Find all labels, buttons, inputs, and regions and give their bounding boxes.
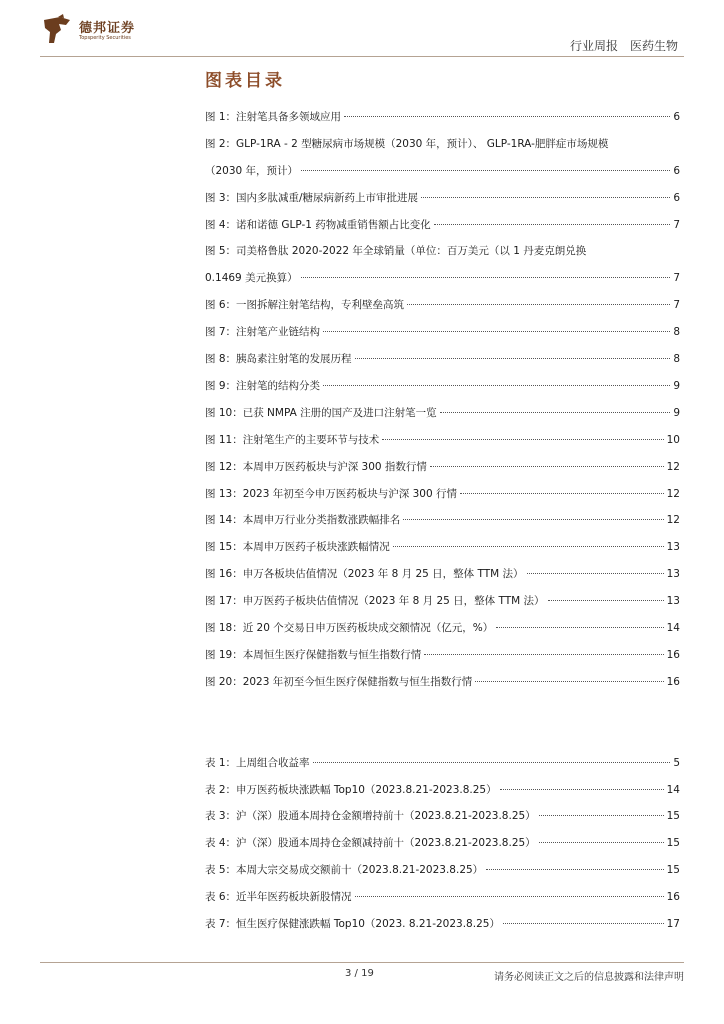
dot-leader (440, 412, 671, 413)
entry-page-number: 10 (666, 433, 680, 446)
entry-label: 表 5：本周大宗交易成交额前十（2023.8.21-2023.8.25） (205, 864, 484, 877)
entry-label: 图 12：本周申万医药板块与沪深 300 指数行情 (205, 460, 427, 473)
entry-label: 图 9：注射笔的结构分类 (205, 379, 321, 392)
figure-toc-entry[interactable] (205, 669, 680, 696)
dot-leader (301, 170, 670, 171)
entry-page-number: 6 (673, 164, 680, 177)
dot-leader (496, 627, 663, 628)
entry-page-number: 7 (673, 272, 680, 285)
entry-page-number: 15 (666, 810, 680, 823)
entry-label: 图 18：近 20 个交易日申万医药板块成交额情况（亿元，%） (205, 621, 494, 634)
entry-page-number: 12 (666, 460, 680, 473)
entry-label-continued: （2030 年，预计） (205, 164, 299, 177)
entry-label-continued: 0.1469 美元换算） (205, 272, 298, 285)
entry-page-number: 13 (666, 595, 680, 608)
entry-label: 图 16：申万各板块估值情况（2023 年 8 月 25 日，整体 TTM 法） (205, 568, 524, 581)
table-toc-entry[interactable] (205, 750, 680, 777)
entry-label: 图 17：申万医药子板块估值情况（2023 年 8 月 25 日，整体 TTM 法） (205, 595, 545, 608)
figure-toc-entry[interactable] (205, 481, 680, 508)
figure-toc-entry[interactable] (205, 642, 680, 669)
dot-leader (430, 466, 664, 467)
footer-divider (40, 962, 684, 963)
dot-leader (434, 224, 671, 225)
company-logo (40, 14, 200, 48)
entry-label: 表 2：申万医药板块涨跌幅 Top10（2023.8.21-2023.8.25） (205, 783, 497, 796)
logo-mark-icon (40, 14, 74, 46)
figure-toc-entry[interactable] (205, 588, 680, 615)
figure-toc-entry[interactable] (205, 561, 680, 588)
dot-leader (424, 654, 663, 655)
dot-leader (539, 815, 664, 816)
footer-disclaimer: 请务必阅读正文之后的信息披露和法律声明 (494, 972, 684, 983)
entry-page-number: 14 (666, 783, 680, 796)
entry-page-number: 15 (666, 837, 680, 850)
dot-leader (527, 573, 664, 574)
entry-label: 图 1：注射笔具备多领域应用 (205, 111, 342, 123)
dot-leader (421, 197, 670, 198)
entry-label: 表 6：近半年医药板块新股情况 (205, 891, 352, 904)
entry-page-number: 8 (673, 353, 680, 366)
report-type: 行业周报 (569, 39, 618, 53)
entry-label: 图 3：国内多肽减重/糖尿病新药上市审批进展 (205, 191, 419, 204)
table-toc-entry[interactable] (205, 911, 680, 938)
industry-name: 医药生物 (629, 39, 678, 53)
entry-page-number: 13 (666, 541, 680, 554)
dot-leader (323, 385, 670, 386)
dot-leader (382, 439, 663, 440)
toc-title: 图表目录 (205, 71, 285, 91)
dot-leader (460, 493, 664, 494)
figure-toc-entry[interactable] (205, 104, 680, 131)
figure-toc-entry[interactable] (205, 373, 680, 400)
entry-page-number: 17 (666, 918, 680, 930)
dot-leader (403, 519, 663, 520)
figure-toc-entry[interactable] (205, 131, 680, 185)
figure-toc-entry[interactable] (205, 185, 680, 212)
entry-label: 图 5：司美格鲁肽 2020-2022 年全球销量（单位：百万美元（以 1 丹麦克朗兑换 (205, 245, 587, 258)
entry-label: 图 7：注射笔产业链结构 (205, 326, 321, 339)
figure-toc-entry[interactable] (205, 615, 680, 642)
entry-page-number: 9 (673, 406, 680, 419)
dot-leader (393, 546, 664, 547)
dot-leader (475, 681, 663, 682)
header-divider (40, 56, 684, 57)
figure-toc-entry[interactable] (205, 454, 680, 481)
dot-leader (355, 358, 671, 359)
entry-page-number: 7 (673, 218, 680, 231)
entry-page-number: 16 (666, 648, 680, 661)
dot-leader (500, 789, 664, 790)
dot-leader (548, 600, 664, 601)
dot-leader (313, 762, 671, 763)
figure-toc-entry[interactable] (205, 238, 680, 292)
entry-label: 图 15：本周申万医药子板块涨跌幅情况 (205, 541, 390, 554)
entry-label: 图 4：诺和诺德 GLP-1 药物减重销售额占比变化 (205, 218, 431, 231)
entry-page-number: 12 (666, 487, 680, 500)
entry-label: 图 14：本周申万行业分类指数涨跌幅排名 (205, 514, 401, 527)
logo-chinese-text: 德邦证券 (79, 21, 136, 36)
entry-page-number: 9 (673, 379, 680, 392)
dot-leader (486, 869, 663, 870)
entry-label: 图 2：GLP-1RA - 2 型糖尿病市场规模（2030 年，预计）、 GLP-1RA-肥胖症市场规模 (205, 137, 609, 150)
entry-label: 图 13：2023 年初至今申万医药板块与沪深 300 行情 (205, 487, 457, 500)
logo-english-text: Topsperity Securities (79, 35, 131, 41)
figure-toc-entry[interactable] (205, 400, 680, 427)
toc-list (205, 104, 680, 938)
entry-page-number: 7 (673, 299, 680, 312)
figure-toc-entry[interactable] (205, 534, 680, 561)
entry-page-number: 15 (666, 864, 680, 877)
table-toc-entry[interactable] (205, 830, 680, 857)
entry-label: 表 1：上周组合收益率 (205, 756, 310, 769)
entry-label: 图 8：胰岛素注射笔的发展历程 (205, 353, 352, 366)
figure-toc-entry[interactable] (205, 292, 680, 319)
entry-label: 图 10：已获 NMPA 注册的国产及进口注射笔一览 (205, 406, 437, 419)
entry-label: 图 20：2023 年初至今恒生医疗保健指数与恒生指数行情 (205, 675, 473, 688)
dot-leader (301, 277, 671, 278)
dot-leader (344, 116, 670, 117)
table-toc-entry[interactable] (205, 857, 680, 884)
entry-page-number: 16 (666, 675, 680, 688)
entry-page-number: 12 (666, 514, 680, 527)
header-labels (570, 37, 678, 54)
entry-page-number: 13 (666, 568, 680, 581)
entry-label: 图 6：一图拆解注射笔结构，专利壁垒高筑 (205, 299, 405, 312)
dot-leader (503, 923, 664, 924)
table-toc-entry[interactable] (205, 777, 680, 804)
entry-page-number: 8 (673, 326, 680, 339)
entry-page-number: 14 (666, 621, 680, 634)
entry-page-number: 6 (673, 191, 680, 204)
figure-toc-entry[interactable] (205, 319, 680, 346)
dot-leader (323, 331, 670, 332)
figure-toc-entry[interactable] (205, 346, 680, 373)
entry-label: 图 19：本周恒生医疗保健指数与恒生指数行情 (205, 648, 422, 661)
entry-label: 表 3：沪（深）股通本周持仓金额增持前十（2023.8.21-2023.8.25） (205, 810, 536, 823)
dot-leader (407, 304, 670, 305)
table-toc-entry[interactable] (205, 884, 680, 911)
entry-label: 表 7：恒生医疗保健涨跌幅 Top10（2023. 8.21-2023.8.25） (205, 918, 500, 930)
entry-label: 图 11：注射笔生产的主要环节与技术 (205, 433, 380, 446)
dot-leader (355, 896, 664, 897)
entry-page-number: 6 (673, 111, 680, 123)
dot-leader (539, 842, 664, 843)
entry-page-number: 5 (673, 756, 680, 769)
section-gap (205, 696, 680, 750)
figure-toc-entry[interactable] (205, 507, 680, 534)
page-number: 3 / 19 (345, 968, 374, 979)
entry-page-number: 16 (666, 891, 680, 904)
figure-toc-entry[interactable] (205, 427, 680, 454)
entry-label: 表 4：沪（深）股通本周持仓金额减持前十（2023.8.21-2023.8.25） (205, 837, 536, 850)
table-toc-entry[interactable] (205, 803, 680, 830)
figure-toc-entry[interactable] (205, 212, 680, 239)
